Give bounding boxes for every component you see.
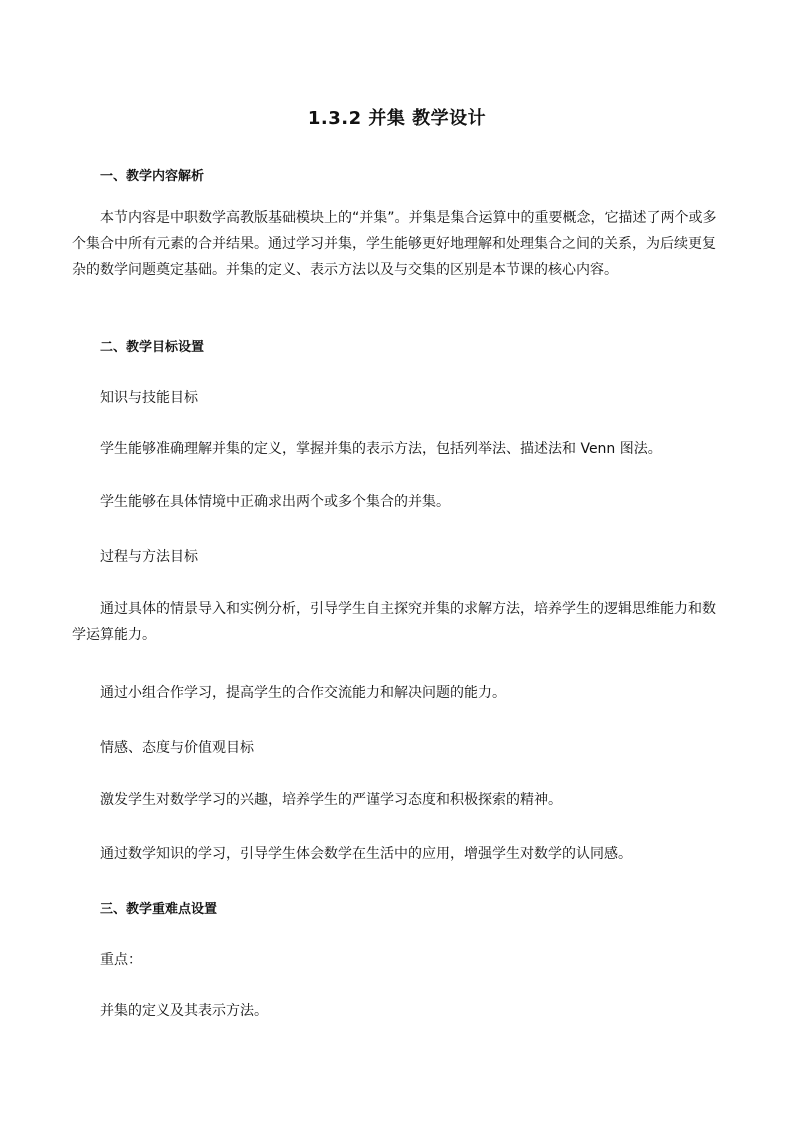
- paragraph-emotion-1: 激发学生对数学学习的兴趣，培养学生的严谨学习态度和积极探索的精神。: [100, 792, 562, 808]
- paragraph-content-analysis: 本节内容是中职数学高教版基础模块上的“并集”。并集是集合运算中的重要概念，它描述了两个或多个集合中所有元素的合并结果。通过学习并集，学生能够更好地理解和处理集合之间的关系，为后续更复杂的数学问题奠定基础。并集的定义、表示方法以及与交集的区别是本节课的核心内容。: [72, 210, 717, 278]
- subsection-label-process: 过程与方法目标: [100, 549, 198, 565]
- paragraph-process-1: 通过具体的情景导入和实例分析，引导学生自主探究并集的求解方法，培养学生的逻辑思维能力和数学运算能力。: [72, 601, 716, 643]
- paragraph-knowledge-2: 学生能够在具体情境中正确求出两个或多个集合的并集。: [100, 494, 450, 510]
- subsection-label-emotion: 情感、态度与价值观目标: [100, 740, 254, 756]
- paragraph-key-point-1: 并集的定义及其表示方法。: [100, 1003, 268, 1019]
- subsection-label-key-point: 重点：: [100, 952, 142, 968]
- paragraph-emotion-2: 通过数学知识的学习，引导学生体会数学在生活中的应用，增强学生对数学的认同感。: [100, 846, 632, 862]
- document-title: 1.3.2 并集 教学设计: [307, 108, 487, 129]
- section-heading-3: 三、教学重难点设置: [100, 902, 218, 917]
- paragraph-knowledge-1: 学生能够准确理解并集的定义，掌握并集的表示方法，包括列举法、描述法和 Venn 图法。: [100, 441, 662, 457]
- paragraph-process-2: 通过小组合作学习，提高学生的合作交流能力和解决问题的能力。: [100, 685, 506, 701]
- section-heading-2: 二、教学目标设置: [100, 340, 205, 355]
- subsection-label-knowledge: 知识与技能目标: [100, 390, 198, 406]
- section-heading-1: 一、教学内容解析: [100, 169, 205, 184]
